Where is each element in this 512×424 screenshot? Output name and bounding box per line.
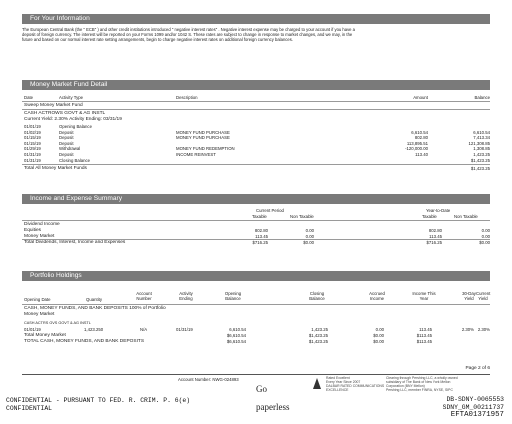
h-date: 01/01/19 (24, 327, 41, 332)
mmf-row-amount: 6,610.54 (411, 129, 428, 135)
income-col-ytd-nontaxable: Non Taxable (454, 214, 478, 219)
mmf-rule-2 (22, 109, 490, 110)
mmf-row-desc: MONEY FUND PURCHASE (176, 135, 230, 141)
mmf-column-headers (24, 95, 490, 100)
h-total-mm-income: $113.45 (416, 333, 432, 338)
income-section-label: Dividend Income (24, 222, 60, 227)
income-row-ytd-nontaxable: $0.00 (479, 240, 490, 245)
mmf-header: Money Market Fund Detail (22, 80, 490, 90)
h-closing: 1,423.25 (311, 327, 328, 332)
col-balance: Balance (474, 95, 490, 100)
income-row-label: Total Dividends, Interest, Income and Expenses (24, 240, 126, 245)
holdings-col-headers (24, 291, 490, 303)
h-total-cash-closing: $1,423.25 (308, 339, 328, 344)
holdings-total-cash (24, 339, 490, 344)
mmf-row-type: Deposit (59, 129, 74, 135)
account-number: Account Number: NWG-024893 (178, 377, 239, 382)
trophy-icon (312, 377, 322, 390)
mmf-row-date: 01/01/19 (24, 124, 41, 129)
mmf-row (24, 135, 490, 140)
footer-rule (22, 374, 490, 375)
h-total-mm-closing: $1,423.25 (308, 333, 328, 338)
mmf-row-type: Deposit (59, 140, 74, 146)
mmf-row-date: 01/15/19 (24, 140, 41, 146)
mmf-row-date: 01/31/19 (24, 152, 41, 157)
mmf-row-type: Deposit (59, 152, 74, 157)
mmf-row-amount: 113.40 (415, 152, 428, 157)
income-col-cur-taxable: Taxable (252, 214, 267, 219)
mmf-sweep: Sweep Money Market Fund (24, 103, 83, 108)
income-col-cur-nontaxable: Non Taxable (290, 214, 314, 219)
h-accrued: 0.00 (375, 327, 384, 332)
income-row-cur-nontaxable: 0.00 (305, 234, 314, 239)
mmf-row-amount: -120,000.00 (405, 146, 428, 152)
income-row-cur-nontaxable: $0.00 (303, 240, 314, 245)
income-row (24, 228, 490, 233)
col-desc: Description (176, 95, 198, 100)
clearing-text: Clearing through Pershing LLC, a wholly owned subsidiary of The Bank of New York Mellon Corporation (BNY Mellon) Pershing LLC, member FINRA, NYSE, SIPC (386, 376, 458, 392)
holdings-row (24, 327, 490, 332)
mmf-row-balance: 121,308.85 (468, 140, 490, 146)
mmf-row (24, 152, 490, 157)
h-total-cash-label: TOTAL CASH, MONEY FUNDS, AND BANK DEPOSITS (24, 339, 145, 344)
h-total-mm-opening: $6,610.54 (226, 333, 246, 338)
go-paperless-logo (256, 379, 302, 412)
h-curyld: 2.30% (477, 327, 490, 332)
mmf-row (24, 141, 490, 146)
confidential-stamp-1: CONFIDENTIAL - PURSUANT TO FED. R. CRIM. P. 6(e) (6, 397, 191, 404)
income-row-ytd-taxable: $716.25 (426, 240, 442, 245)
go-paperless-text: Go paperless (256, 384, 290, 412)
h-col-qty: Quantity (86, 297, 103, 302)
holdings-total-mm (24, 333, 490, 338)
h-total-mm-accrued: $0.00 (373, 333, 384, 338)
income-row-ytd-nontaxable: 0.00 (481, 234, 490, 239)
h-activity: 01/31/19 (176, 327, 193, 332)
income-col-headers (24, 214, 490, 219)
h-col-income: Income This Year (412, 291, 436, 301)
mmf-total-rule (22, 164, 490, 165)
h-col-date: Opening Date (24, 297, 51, 302)
income-group-ytd: Year-to-Date (426, 208, 451, 213)
income-total-rule (22, 239, 490, 240)
info-header: For Your Information (22, 14, 490, 24)
h-col-curyld: Current Yield (476, 291, 491, 301)
income-row-cur-nontaxable: 0.00 (305, 228, 314, 233)
info-text-1: The European Central Bank (the " ECB" ) and other credit institutions introduced " negative interest rates" . Negative interest expense may be charged to your account if you have a (22, 27, 355, 32)
mmf-row-date: 01/15/19 (24, 135, 41, 141)
col-amount: Amount (413, 95, 428, 100)
mmf-row (24, 146, 490, 151)
info-text-3: future and based on our normal interest rate setting arrangements, begin to charge negative interest rates on additional foreign currency balances. (22, 37, 293, 42)
mmf-total-label: Total All Money Market Funds (24, 166, 87, 171)
h-qty: 1,423.250 (84, 327, 104, 332)
h-income: 113.45 (419, 327, 432, 332)
mmf-rule (22, 101, 490, 102)
h-total-cash-accrued: $0.00 (373, 339, 384, 344)
holdings-rule (22, 304, 490, 305)
income-row-ytd-taxable: 113.45 (429, 234, 442, 239)
confidential-stamp-2: CONFIDENTIAL (6, 405, 53, 412)
income-row-cur-taxable: $716.25 (252, 240, 268, 245)
mmf-row-type: Deposit (59, 135, 74, 141)
bates-number-1: DB-SDNY-0065553 (446, 396, 504, 403)
mmf-row-balance: 1,308.85 (473, 146, 490, 152)
h-col-acct: Account Number (136, 291, 152, 301)
mmf-row-type: Opening Balance (59, 124, 92, 129)
mmf-row-balance: 7,413.34 (473, 135, 490, 141)
mmf-row (24, 124, 490, 129)
income-header: Income and Expense Summary (22, 194, 490, 204)
bates-number-3: EFTA01371957 (450, 411, 504, 419)
page-number: Page 2 of 6 (465, 366, 490, 371)
income-group-current: Current Period (256, 208, 284, 213)
h-col-accrued: Accrued Income (369, 291, 385, 301)
mmf-yield: Current Yield: 2.30% Activity Ending: 03/31/19 (24, 117, 122, 122)
mmf-row-type: Closing Balance (59, 157, 91, 163)
income-row-cur-taxable: 113.45 (255, 234, 268, 239)
h-total-mm-label: Total Money Market (24, 333, 66, 338)
holdings-fund: CASH ACTRS GVS GOVT & AG INSTL (24, 321, 91, 325)
mmf-row-balance: $1,423.25 (470, 157, 490, 163)
holdings-header: Portfolio Holdings (22, 271, 490, 281)
mmf-row-balance: 1,423.25 (473, 152, 490, 157)
h-opening: 6,610.54 (229, 327, 246, 332)
mmf-row-balance: 6,610.54 (473, 129, 490, 135)
income-row-ytd-taxable: 802.80 (428, 228, 442, 233)
h-total-cash-opening: $6,610.54 (226, 339, 246, 344)
mmf-row-date: 01/29/19 (24, 146, 41, 152)
income-row-label: Equities (24, 228, 42, 233)
holdings-section: CASH, MONEY FUNDS, AND BANK DEPOSITS 100% of Portfolio (24, 306, 166, 311)
h-total-cash-income: $113.45 (416, 339, 432, 344)
h-col-closing: Closing Balance (309, 291, 325, 301)
mmf-row-amount: 113,895.51 (406, 140, 428, 146)
mmf-row-desc: MONEY FUND REDEMPTION (176, 146, 235, 152)
income-row (24, 240, 490, 245)
col-date: Date (24, 95, 34, 100)
income-rule (22, 220, 490, 221)
mmf-row (24, 130, 490, 135)
mmf-total-balance: $1,423.25 (470, 166, 490, 171)
col-type: Activity Type (59, 95, 84, 100)
h-col-activity: Activity Ending (179, 291, 193, 301)
dalbar-seal (312, 377, 322, 390)
income-row-label: Money Market (24, 234, 55, 239)
mmf-fund-name: CASH ACTROWS GOVT & AG INSTL (24, 111, 106, 116)
mmf-row-date: 01/31/19 (24, 157, 41, 163)
mmf-row-desc: INCOME REINVEST (176, 152, 216, 157)
h-col-opening: Opening Balance (224, 291, 242, 301)
mmf-row-date: 01/02/19 (24, 129, 41, 135)
h-yld30: 2.30% (461, 327, 474, 332)
income-row-ytd-nontaxable: 0.00 (481, 228, 490, 233)
h-col-yld30: 30-Day Yield (462, 291, 476, 301)
h-acct: N/A (140, 327, 148, 332)
holdings-subsection: Money Market (24, 312, 55, 317)
income-row-cur-taxable: 802.80 (254, 228, 268, 233)
info-text-2: deposit of foreign currency. The interest will be reported on your Forms 1099 and/or 1042 S. These rates are subject to change in response to market changes, and we may, in the (22, 32, 353, 37)
mmf-row-amount: 802.80 (414, 135, 428, 141)
mmf-row (24, 158, 490, 163)
mmf-row-type: Withdrawal (59, 146, 81, 152)
dalbar-text: Rated Excellent Every Year Since 2007 DALBAR RATED COMMUNICATIONS EXCELLENCE (326, 376, 385, 392)
income-col-ytd-taxable: Taxable (422, 214, 437, 219)
mmf-row-desc: MONEY FUND PURCHASE (176, 129, 230, 135)
income-group-headers (24, 208, 490, 213)
mmf-total-row (24, 166, 490, 171)
bates-number-2: SDNY_GM_00211737 (442, 404, 504, 411)
